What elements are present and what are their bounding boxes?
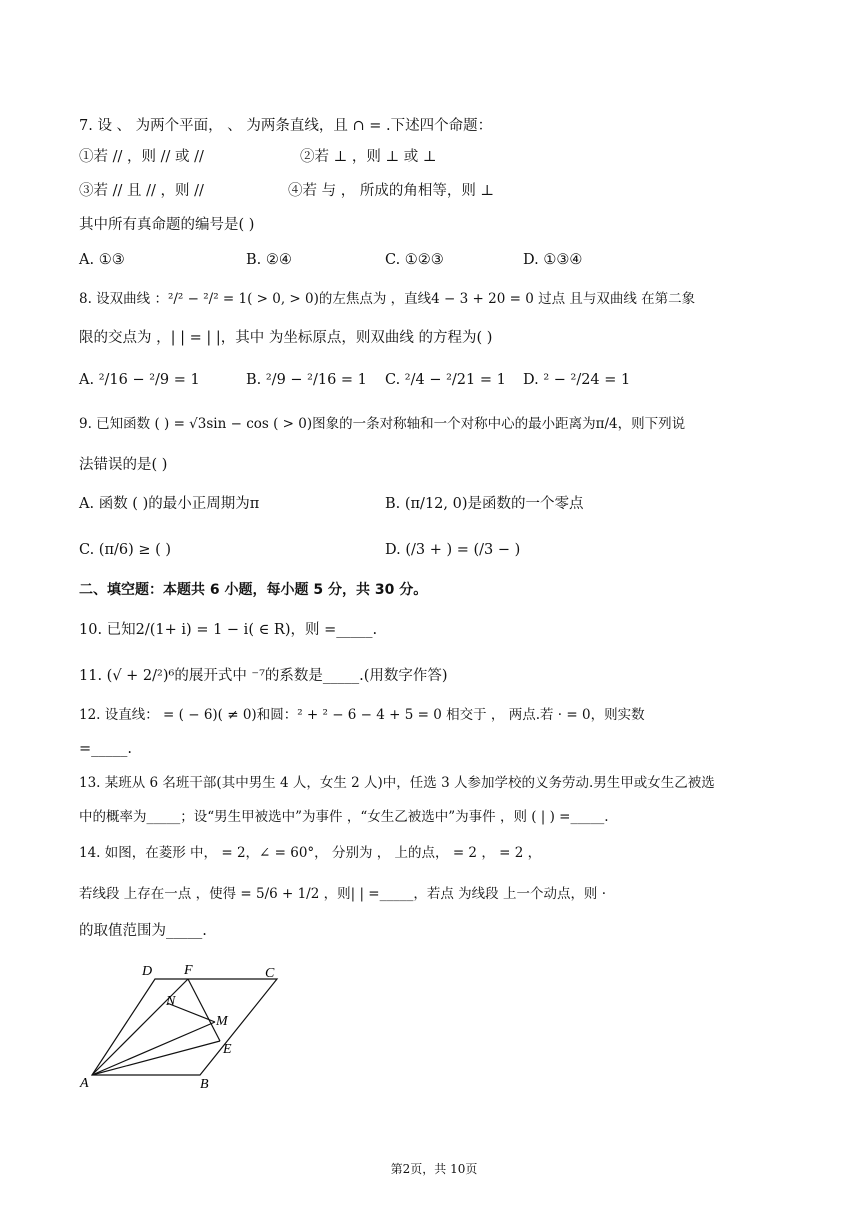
rhombus-outline [92,979,277,1075]
q14-line1: 14. 如图，在菱形 中， = 2，∠ = 60°， 分别为 ， 上的点， = 2 ， = 2 ， [79,845,542,861]
rhombus-figure [70,955,300,1095]
q8-option-b: B. ²/9 − ²/16 = 1 [246,372,367,388]
q9-option-a: A. 函数 ( )的最小正周期为π [79,496,260,512]
q8-option-d: D. ² − ²/24 = 1 [523,372,631,388]
q9-option-d: D. (/3 + ) = (/3 − ) [385,542,521,558]
q9-option-b: B. (π/12, 0)是函数的一个零点 [385,496,584,512]
label-d: D [142,964,153,979]
q13-line2: 中的概率为_____；设“男生甲被选中”为事件 ，“女生乙被选中”为事件 ，则 ( | ) =_____. [79,809,609,825]
q7-prop-2: ②若 ⊥ ，则 ⊥ 或 ⊥ [300,149,437,165]
q7-prop-1: ①若 // ，则 // 或 // [79,149,204,165]
q12-line1: 12. 设直线： = ( − 6)( ≠ 0)和圆：² + ² − 6 − 4 + 5 = 0 相交于 ， 两点.若 · = 0，则实数 [79,707,645,723]
q10-text: 10. 已知2/(1+ i) = 1 − i( ∈ R)，则 =_____. [79,622,378,638]
q7-prop-4: ④若 与 ， 所成的角相等，则 ⊥ [288,183,495,199]
q7-option-d: D. ①③④ [523,252,583,268]
q13-line1: 13. 某班从 6 名班干部(其中男生 4 人，女生 2 人)中，任选 3 人参加学校的义务劳动.男生甲或女生乙被选 [79,775,715,791]
segment-a-m [92,1022,215,1075]
q7-option-a: A. ①③ [79,252,125,268]
q7-ask: 其中所有真命题的编号是( ) [79,217,255,233]
q8-line1: 8. 设双曲线 ：²/² − ²/² = 1( > 0, > 0)的左焦点为 ，直线4 − 3 + 20 = 0 过点 且与双曲线 在第二象 [79,291,696,307]
q7-stem: 7. 设 、 为两个平面， 、 为两条直线，且 ∩ = .下述四个命题： [79,118,493,134]
q7-prop-3: ③若 // 且 // ，则 // [79,183,204,199]
label-a: A [80,1076,89,1091]
label-m: M [216,1014,228,1029]
label-b: B [200,1077,209,1092]
q11-text: 11. (√ + 2/²)⁶的展开式中 ⁻⁷的系数是_____.(用数字作答) [79,668,448,684]
page-footer: 第2页，共 10页 [390,1162,478,1176]
q9-line1: 9. 已知函数 ( ) = √3sin − cos ( > 0)图象的一条对称轴和一个对称中心的最小距离为π/4，则下列说 [79,416,686,432]
q7-option-b: B. ②④ [246,252,292,268]
q12-line2: =_____. [79,741,133,757]
q8-option-a: A. ²/16 − ²/9 = 1 [79,372,200,388]
q7-option-c: C. ①②③ [385,252,444,268]
label-e: E [223,1042,232,1057]
label-f: F [184,963,193,978]
label-c: C [265,966,275,981]
q14-line3: 的取值范围为_____. [79,923,207,939]
section-fill-in-heading: 二、填空题：本题共 6 小题，每小题 5 分，共 30 分。 [79,582,428,598]
q8-option-c: C. ²/4 − ²/21 = 1 [385,372,506,388]
q14-line2: 若线段 上存在一点 ，使得 = 5/6 + 1/2 ，则| | =_____，若点 为线段 上一个动点，则 · [79,886,607,902]
q8-line2: 限的交点为 ，| | = | |，其中 为坐标原点，则双曲线 的方程为( ) [79,330,493,346]
q9-option-c: C. (π/6) ≥ ( ) [79,542,172,558]
label-n: N [166,994,176,1009]
q9-line2: 法错误的是( ) [79,457,168,473]
